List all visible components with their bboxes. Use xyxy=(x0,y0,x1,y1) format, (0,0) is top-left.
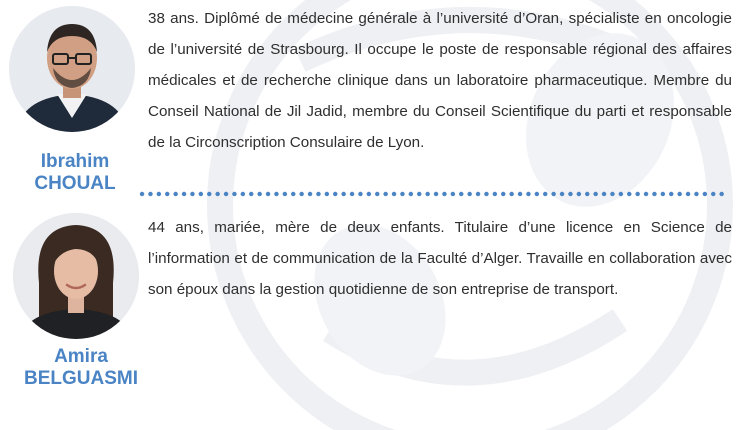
first-name: Amira xyxy=(54,346,108,367)
first-name: Ibrahim xyxy=(40,151,110,172)
profile-bio: 44 ans, mariée, mère de deux enfants. Titulaire d’une licence en Science de l’information et de communication de la Faculté d’Alger. Travaille en collaboration avec son époux dans la gestion quotidienne de son entreprise de transport. xyxy=(148,219,732,298)
last-name: BELGUASMI xyxy=(24,368,138,389)
last-name: CHOUAL xyxy=(34,173,116,194)
dotted-divider xyxy=(138,188,732,200)
portrait-photo xyxy=(13,213,139,339)
profile-name xyxy=(6,346,156,390)
portrait-photo xyxy=(9,6,135,132)
profile-name xyxy=(0,151,150,195)
profile-bio: 38 ans. Diplômé de médecine générale à l’université d’Oran, spécialiste en oncologie de l’université de Strasbourg. Il occupe le poste de responsable régional des affaires médicales et de recherche clinique dans un laboratoire pharmaceutique. Membre du Conseil National de Jil Jadid, membre du Conseil Scientifique du parti et responsable de la Circonscription Consulaire de Lyon. xyxy=(148,10,732,151)
